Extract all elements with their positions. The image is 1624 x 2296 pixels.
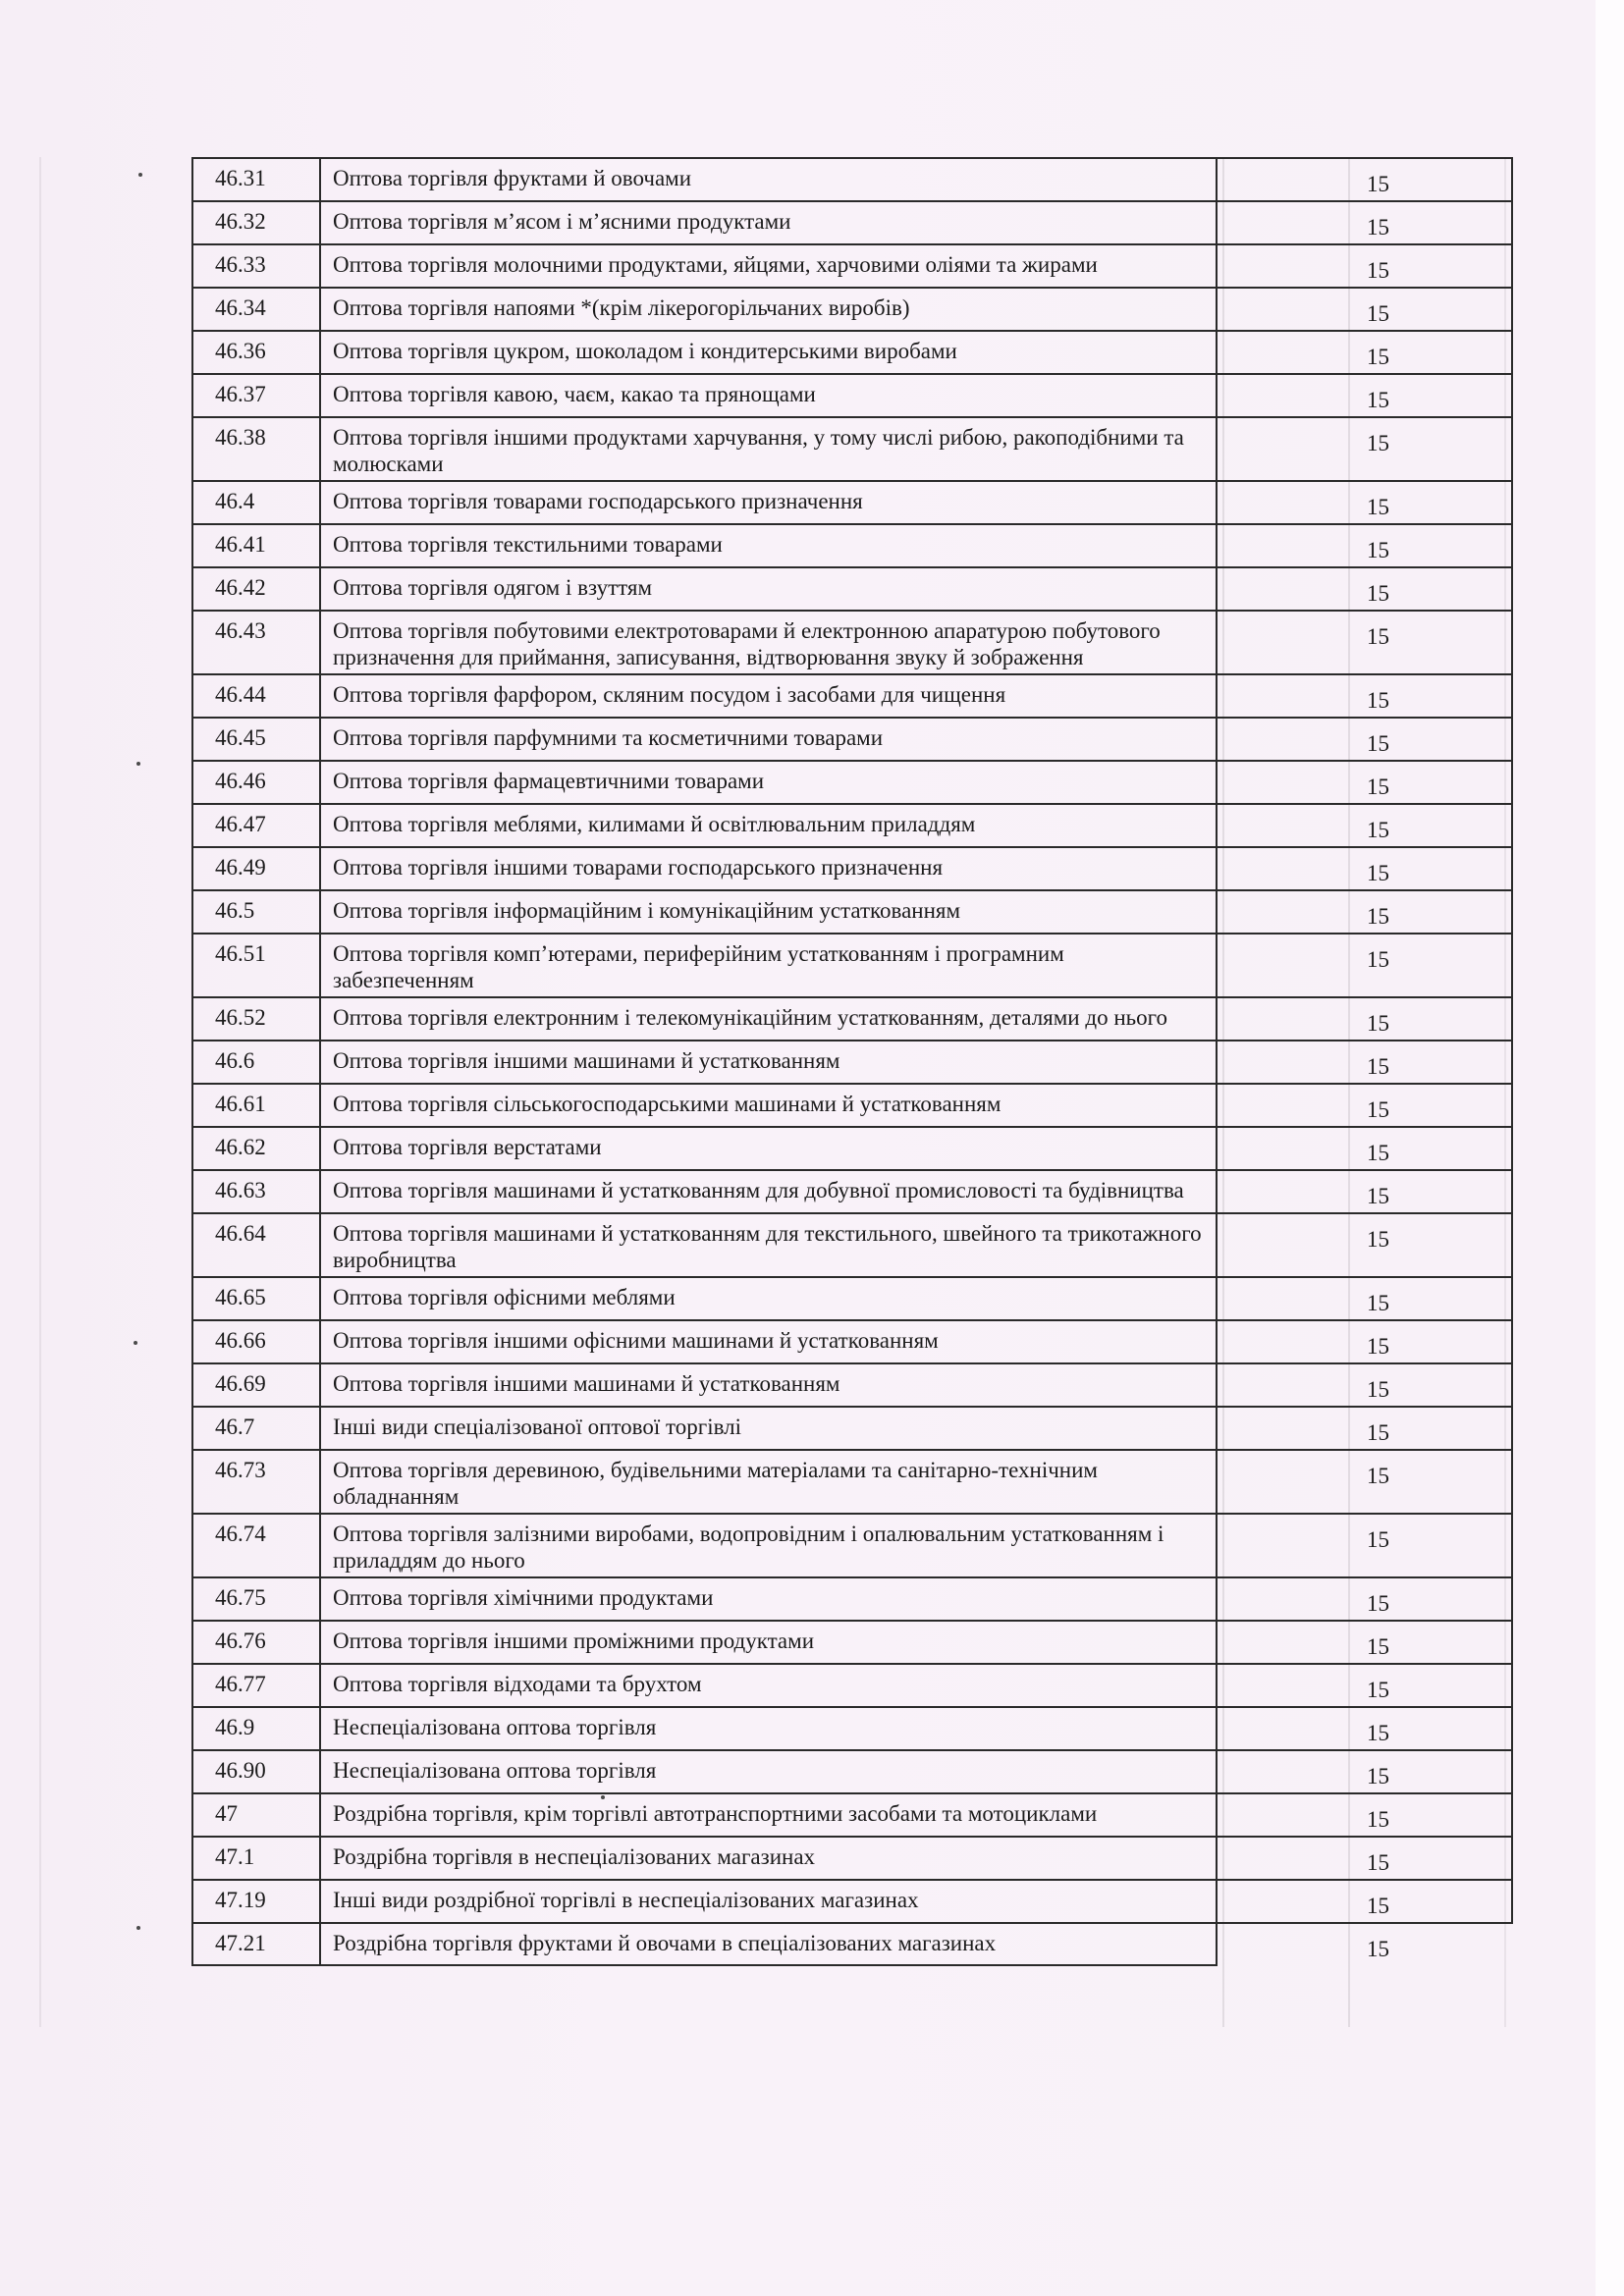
rate-cell: 15: [1217, 1837, 1512, 1880]
code-cell: 46.52: [192, 997, 320, 1041]
table-row: [192, 1213, 1512, 1277]
code-cell: 46.66: [192, 1320, 320, 1363]
rate-cell: 15: [1217, 1084, 1512, 1127]
code-cell: 47.1: [192, 1837, 320, 1880]
rate-cell: 15: [1217, 1320, 1512, 1363]
rate-cell: 15: [1217, 674, 1512, 718]
code-cell: 46.5: [192, 890, 320, 934]
table-row: [192, 288, 1512, 331]
rate-cell: 15: [1217, 1880, 1512, 1923]
rate-cell: 15: [1217, 718, 1512, 761]
description-cell: Оптова торгівля іншими машинами й устаткованням: [320, 1041, 1217, 1084]
rate-cell: 15: [1217, 1407, 1512, 1450]
description-cell: Роздрібна торгівля фруктами й овочами в спеціалізованих магазинах: [320, 1923, 1217, 1965]
code-cell: 46.44: [192, 674, 320, 718]
table-row: [192, 481, 1512, 524]
description-cell: Оптова торгівля відходами та брухтом: [320, 1664, 1217, 1707]
rate-cell: 15: [1217, 481, 1512, 524]
activity-codes-table: [191, 157, 1513, 1966]
code-cell: 46.73: [192, 1450, 320, 1514]
table-row: [192, 1923, 1512, 1965]
rate-cell: 15: [1217, 997, 1512, 1041]
table-row: [192, 890, 1512, 934]
scan-speck: [601, 1795, 605, 1799]
table-row: [192, 201, 1512, 244]
description-cell: Оптова торгівля деревиною, будівельними матеріалами та санітарно-технічним обладнанням: [320, 1450, 1217, 1514]
description-cell: Оптова торгівля верстатами: [320, 1127, 1217, 1170]
table-row: [192, 1277, 1512, 1320]
rate-cell: 15: [1217, 244, 1512, 288]
table-row: [192, 611, 1512, 674]
rate-cell: 15: [1217, 1664, 1512, 1707]
rate-cell: 15: [1217, 1793, 1512, 1837]
code-cell: 46.62: [192, 1127, 320, 1170]
code-cell: 46.41: [192, 524, 320, 567]
table-row: [192, 417, 1512, 481]
rate-cell: 15: [1217, 1750, 1512, 1793]
code-cell: 46.45: [192, 718, 320, 761]
description-cell: Оптова торгівля одягом і взуттям: [320, 567, 1217, 611]
table-row: [192, 804, 1512, 847]
table-row: [192, 761, 1512, 804]
description-cell: Оптова торгівля інформаційним і комунікаційним устаткованням: [320, 890, 1217, 934]
description-cell: Оптова торгівля машинами й устаткованням для добувної промисловості та будівництва: [320, 1170, 1217, 1213]
code-cell: 46.63: [192, 1170, 320, 1213]
description-cell: Роздрібна торгівля, крім торгівлі автотранспортними засобами та мотоциклами: [320, 1793, 1217, 1837]
table-row: [192, 1084, 1512, 1127]
description-cell: Інші види роздрібної торгівлі в неспеціалізованих магазинах: [320, 1880, 1217, 1923]
table-row: [192, 1514, 1512, 1577]
code-cell: 46.34: [192, 288, 320, 331]
code-cell: 47: [192, 1793, 320, 1837]
table-row: [192, 1664, 1512, 1707]
description-cell: Оптова торгівля машинами й устаткованням для текстильного, швейного та трикотажного виробництва: [320, 1213, 1217, 1277]
rate-cell: 15: [1217, 611, 1512, 674]
code-cell: 46.4: [192, 481, 320, 524]
rate-cell: 15: [1217, 890, 1512, 934]
table-row: [192, 1041, 1512, 1084]
description-cell: Оптова торгівля побутовими електротоварами й електронною апаратурою побутового призначення для приймання, записування, відтворювання звуку й зображення: [320, 611, 1217, 674]
code-cell: 46.33: [192, 244, 320, 288]
code-cell: 46.64: [192, 1213, 320, 1277]
table-row: [192, 934, 1512, 997]
table-row: [192, 997, 1512, 1041]
description-cell: Оптова торгівля напоями *(крім лікерогорільчаних виробів): [320, 288, 1217, 331]
code-cell: 46.75: [192, 1577, 320, 1621]
description-cell: Оптова торгівля м’ясом і м’ясними продуктами: [320, 201, 1217, 244]
description-cell: Інші види спеціалізованої оптової торгівлі: [320, 1407, 1217, 1450]
rate-cell: 15: [1217, 158, 1512, 201]
rate-cell: 15: [1217, 847, 1512, 890]
code-cell: 46.7: [192, 1407, 320, 1450]
description-cell: Оптова торгівля цукром, шоколадом і кондитерськими виробами: [320, 331, 1217, 374]
code-cell: 46.77: [192, 1664, 320, 1707]
rate-cell: 15: [1367, 1937, 1389, 1961]
rate-cell: 15: [1217, 331, 1512, 374]
description-cell: Оптова торгівля парфумними та косметичними товарами: [320, 718, 1217, 761]
description-cell: Оптова торгівля меблями, килимами й освітлювальним приладдям: [320, 804, 1217, 847]
table-body: [192, 158, 1512, 1965]
code-cell: 46.90: [192, 1750, 320, 1793]
code-cell: 46.9: [192, 1707, 320, 1750]
rate-cell: 15: [1217, 1621, 1512, 1664]
table-row: [192, 1837, 1512, 1880]
table-row: [192, 374, 1512, 417]
rate-cell: 15: [1217, 1127, 1512, 1170]
description-cell: Оптова торгівля комп’ютерами, периферійним устаткованням і програмним забезпеченням: [320, 934, 1217, 997]
code-cell: 46.61: [192, 1084, 320, 1127]
scan-speck: [138, 173, 142, 177]
table-row: [192, 244, 1512, 288]
description-cell: Оптова торгівля офісними меблями: [320, 1277, 1217, 1320]
description-cell: Оптова торгівля іншими продуктами харчування, у тому числі рибою, ракоподібними та молюсками: [320, 417, 1217, 481]
rate-cell: 15: [1217, 288, 1512, 331]
table-row: [192, 1320, 1512, 1363]
rate-cell: 15: [1217, 374, 1512, 417]
description-cell: Оптова торгівля фармацевтичними товарами: [320, 761, 1217, 804]
code-cell: 46.31: [192, 158, 320, 201]
rate-cell: 15: [1217, 761, 1512, 804]
code-cell: 46.43: [192, 611, 320, 674]
rate-cell: 15: [1217, 1213, 1512, 1277]
table-row: [192, 1577, 1512, 1621]
description-cell: Оптова торгівля іншими машинами й устаткованням: [320, 1363, 1217, 1407]
code-cell: 46.65: [192, 1277, 320, 1320]
code-cell: 46.49: [192, 847, 320, 890]
code-cell: 46.74: [192, 1514, 320, 1577]
table-row: [192, 1880, 1512, 1923]
code-cell: 47.19: [192, 1880, 320, 1923]
description-cell: Оптова торгівля залізними виробами, водопровідним і опалювальним устаткованням і приладдям до нього: [320, 1514, 1217, 1577]
rate-cell: 15: [1217, 1577, 1512, 1621]
description-cell: Оптова торгівля фруктами й овочами: [320, 158, 1217, 201]
code-cell: 46.38: [192, 417, 320, 481]
rate-cell: 15: [1217, 804, 1512, 847]
table-row: [192, 524, 1512, 567]
table-row: [192, 718, 1512, 761]
rate-cell: 15: [1217, 1041, 1512, 1084]
table-row: [192, 1127, 1512, 1170]
rate-cell: 15: [1217, 1170, 1512, 1213]
code-cell: 46.47: [192, 804, 320, 847]
description-cell: Оптова торгівля товарами господарського призначення: [320, 481, 1217, 524]
code-cell: 46.6: [192, 1041, 320, 1084]
scan-speck: [136, 762, 140, 766]
rate-cell: 15: [1217, 1707, 1512, 1750]
rate-cell: 15: [1217, 1363, 1512, 1407]
description-cell: Оптова торгівля іншими проміжними продуктами: [320, 1621, 1217, 1664]
table-row: [192, 1363, 1512, 1407]
table-row: [192, 158, 1512, 201]
description-cell: Оптова торгівля молочними продуктами, яйцями, харчовими оліями та жирами: [320, 244, 1217, 288]
scan-speck: [136, 1926, 140, 1930]
code-cell: 46.42: [192, 567, 320, 611]
description-cell: Неспеціалізована оптова торгівля: [320, 1750, 1217, 1793]
table-row: [192, 1707, 1512, 1750]
rate-cell: 15: [1217, 417, 1512, 481]
code-cell: 46.37: [192, 374, 320, 417]
description-cell: Оптова торгівля електронним і телекомунікаційним устаткованням, деталями до нього: [320, 997, 1217, 1041]
description-cell: Неспеціалізована оптова торгівля: [320, 1707, 1217, 1750]
rate-cell: 15: [1217, 1450, 1512, 1514]
rate-cell: 15: [1217, 567, 1512, 611]
code-cell: 46.51: [192, 934, 320, 997]
description-cell: Оптова торгівля сільськогосподарськими машинами й устаткованням: [320, 1084, 1217, 1127]
code-cell: 46.69: [192, 1363, 320, 1407]
table-row: [192, 1750, 1512, 1793]
description-cell: Оптова торгівля хімічними продуктами: [320, 1577, 1217, 1621]
code-cell: 47.21: [192, 1923, 320, 1965]
rate-cell: 15: [1217, 201, 1512, 244]
code-cell: 46.36: [192, 331, 320, 374]
table-row: [192, 331, 1512, 374]
table-row: [192, 567, 1512, 611]
description-cell: Оптова торгівля іншими товарами господарського призначення: [320, 847, 1217, 890]
table-row: [192, 1793, 1512, 1837]
code-cell: 46.46: [192, 761, 320, 804]
rate-cell: 15: [1217, 1277, 1512, 1320]
description-cell: Оптова торгівля фарфором, скляним посудом і засобами для чищення: [320, 674, 1217, 718]
description-cell: Оптова торгівля кавою, чаєм, какао та прянощами: [320, 374, 1217, 417]
rate-cell: 15: [1217, 524, 1512, 567]
scan-speck: [134, 1341, 137, 1345]
table-row: [192, 1621, 1512, 1664]
description-cell: Оптова торгівля іншими офісними машинами й устаткованням: [320, 1320, 1217, 1363]
table-row: [192, 1450, 1512, 1514]
page-edge: [1596, 0, 1624, 2296]
table-row: [192, 674, 1512, 718]
code-cell: 46.76: [192, 1621, 320, 1664]
table-row: [192, 847, 1512, 890]
description-cell: Оптова торгівля текстильними товарами: [320, 524, 1217, 567]
rate-cell: 15: [1217, 934, 1512, 997]
table-row: [192, 1170, 1512, 1213]
description-cell: Роздрібна торгівля в неспеціалізованих магазинах: [320, 1837, 1217, 1880]
table-row: [192, 1407, 1512, 1450]
rate-cell: 15: [1217, 1514, 1512, 1577]
code-cell: 46.32: [192, 201, 320, 244]
